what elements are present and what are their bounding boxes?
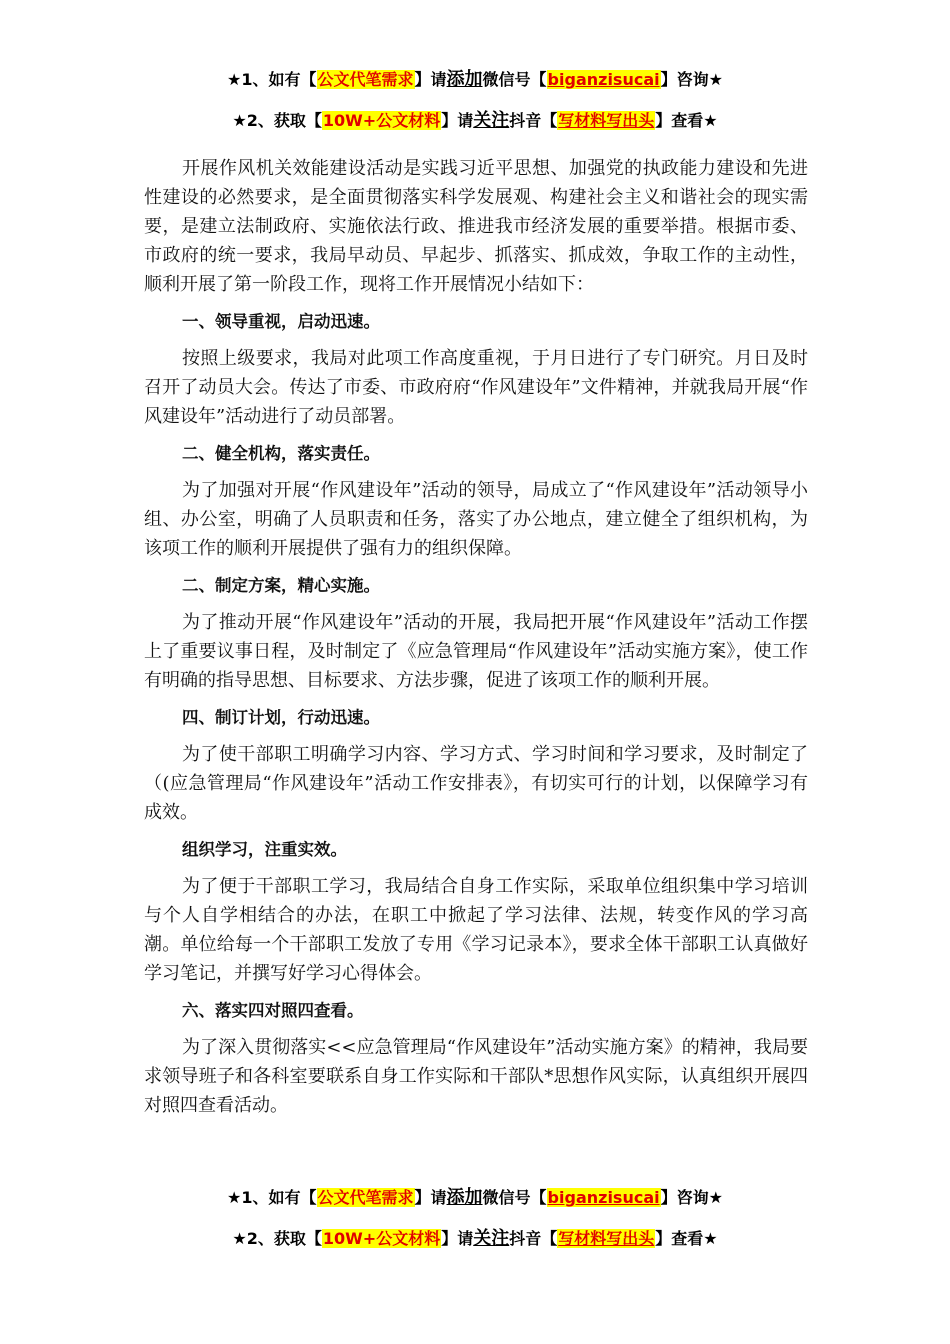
section-heading: 四、制订计划，行动迅速。: [182, 708, 380, 727]
promo-suffix: 】咨询★: [660, 70, 723, 89]
promo-suffix: 】查看★: [655, 1229, 718, 1248]
promo-highlight-wechat-id: biganzisucai: [547, 70, 660, 89]
section-heading: 组织学习，注重实效。: [182, 840, 347, 859]
promo-prefix: ★2、获取【: [232, 111, 322, 130]
promo-highlight-materials: 10W+公文材料: [322, 111, 441, 130]
promo-suffix: 】咨询★: [660, 1188, 723, 1207]
promo-highlight-materials: 10W+公文材料: [322, 1229, 441, 1248]
promo-emphasis: 添加: [446, 69, 483, 90]
promo-text: 】请: [414, 1188, 447, 1207]
promo-emphasis: 关注: [473, 110, 510, 131]
promo-text: 】请: [441, 111, 474, 130]
promo-prefix: ★1、如有【: [227, 70, 317, 89]
promo-highlight-douyin-id: 写材料写出头: [558, 111, 655, 130]
section-paragraph: 为了加强对开展“作风建设年”活动的领导，局成立了“作风建设年”活动领导小组、办公室，明确了人员职责和任务，落实了办公地点，建立健全了组织机构，为该项工作的顺利开展提供了强有力的组织保障。: [144, 480, 808, 559]
promo-emphasis: 添加: [446, 1187, 483, 1208]
promo-text: 】请: [441, 1229, 474, 1248]
section-paragraph: 为了推动开展“作风建设年”活动的开展，我局把开展“作风建设年”活动工作摆上了重要议事日程，及时制定了《应急管理局“作风建设年”活动实施方案》，使工作有明确的指导思想、目标要求、方法步骤，促进了该项工作的顺利开展。: [144, 612, 808, 691]
intro-paragraph: 开展作风机关效能建设活动是实践习近平思想、加强党的执政能力建设和先进性建设的必然要求，是全面贯彻落实科学发展观、构建社会主义和谐社会的现实需要，是建立法制政府、实施依法行政、推进我市经济发展的重要举措。根据市委、市政府的统一要求，我局早动员、早起步、抓落实、抓成效，争取工作的主动性，顺利开展了第一阶段工作，现将工作开展情况小结如下：: [144, 158, 808, 295]
section-paragraph: 为了便于干部职工学习，我局结合自身工作实际，采取单位组织集中学习培训与个人自学相结合的办法，在职工中掀起了学习法律、法规，转变作风的学习高潮。单位给每一个干部职工发放了专用《学习记录本》，要求全体干部职工认真做好学习笔记，并撰写好学习心得体会。: [144, 876, 808, 984]
document-body: [144, 154, 808, 1120]
section-paragraph: 为了深入贯彻落实<<应急管理局“作风建设年”活动实施方案》的精神，我局要求领导班子和各科室要联系自身工作实际和干部队*思想作风实际，认真组织开展四对照四查看活动。: [144, 1037, 808, 1116]
promo-emphasis: 关注: [473, 1228, 510, 1249]
section-heading: 二、制定方案，精心实施。: [182, 576, 380, 595]
promo-highlight-douyin-id: 写材料写出头: [558, 1229, 655, 1248]
promo-line-2-top: [0, 109, 950, 133]
promo-suffix: 】查看★: [655, 111, 718, 130]
promo-text: 】请: [414, 70, 447, 89]
promo-text: 微信号【: [482, 1188, 547, 1207]
promo-prefix: ★2、获取【: [232, 1229, 322, 1248]
section-heading: 一、领导重视，启动迅速。: [182, 312, 380, 331]
promo-text: 抖音【: [509, 111, 558, 130]
promo-text: 微信号【: [482, 70, 547, 89]
promo-highlight-service: 公文代笔需求: [317, 1188, 414, 1207]
promo-highlight-service: 公文代笔需求: [317, 70, 414, 89]
promo-prefix: ★1、如有【: [227, 1188, 317, 1207]
section-paragraph: 按照上级要求，我局对此项工作高度重视，于月日进行了专门研究。月日及时召开了动员大会。传达了市委、市政府府“作风建设年”文件精神，并就我局开展“作风建设年”活动进行了动员部署。: [144, 348, 808, 427]
section-heading: 六、落实四对照四查看。: [182, 1001, 364, 1020]
promo-text: 抖音【: [509, 1229, 558, 1248]
promo-line-1-bottom: [0, 1186, 950, 1210]
promo-line-1-top: [0, 68, 950, 92]
promo-highlight-wechat-id: biganzisucai: [547, 1188, 660, 1207]
section-heading: 二、健全机构，落实责任。: [182, 444, 380, 463]
promo-line-2-bottom: [0, 1227, 950, 1251]
section-paragraph: 为了使干部职工明确学习内容、学习方式、学习时间和学习要求，及时制定了（(应急管理局“作风建设年”活动工作安排表》，有切实可行的计划，以保障学习有成效。: [144, 744, 808, 823]
